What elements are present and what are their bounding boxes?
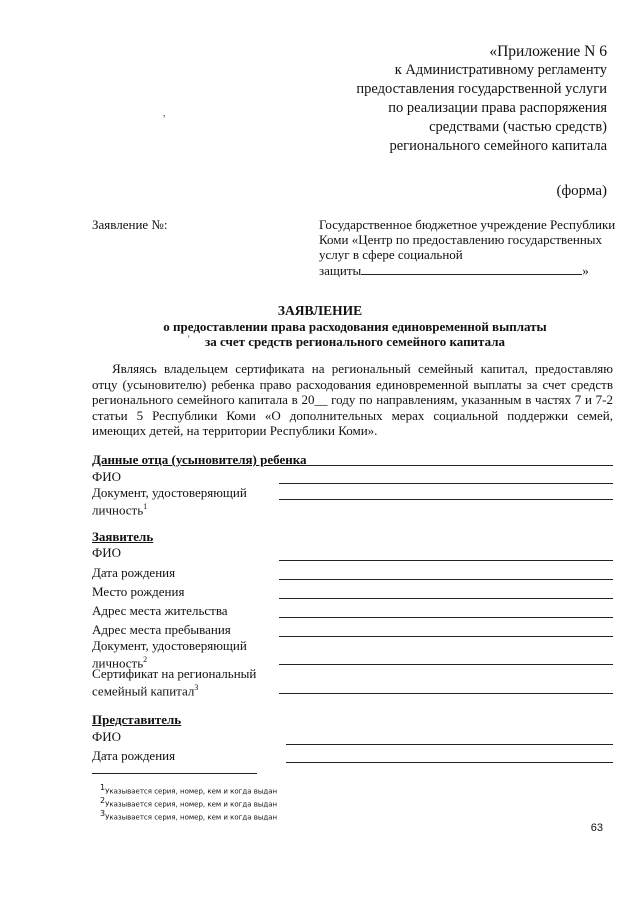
representative-fio-label: ФИО	[92, 729, 122, 744]
father-fio-field[interactable]	[279, 483, 613, 484]
applicant-certificate-text: Сертификат на региональный семейный капитал	[92, 666, 257, 699]
footnote-text: Указывается серия, номер, кем и когда выдан	[105, 813, 278, 822]
document-subtitle	[0, 319, 640, 349]
appendix-line: «Приложение N 6	[489, 43, 607, 60]
document-title: ЗАЯВЛЕНИЕ	[277, 303, 363, 318]
addressee-line: услуг в сфере социальной	[319, 247, 463, 262]
intro-paragraph: Являясь владельцем сертификата на региональный семейный капитал, предоставляю отцу (усыновителю) ребенка право расходования единовременной выплаты за счет средств регионального семейного капитала в 20__ году по направлениям, указанным в частях 7 и 7-2 статьи 5 Республики Коми «О дополнительных мерах социальной поддержки семей, имеющих детей, на территории Республики Коми».	[92, 361, 613, 438]
addressee-block	[319, 217, 619, 278]
father-fio-label: ФИО	[92, 469, 122, 484]
footnote-ref: 2	[143, 655, 148, 664]
applicant-stay-field[interactable]	[279, 636, 613, 637]
applicant-fio-label: ФИО	[92, 545, 122, 560]
applicant-stay-label: Адрес места пребывания	[92, 622, 231, 637]
footnote-number: 2	[100, 796, 106, 805]
addressee-line: Государственное бюджетное учреждение Республики	[319, 217, 616, 232]
page-number: 63	[590, 822, 603, 834]
applicant-certificate-label	[92, 667, 272, 698]
applicant-residence-field[interactable]	[279, 617, 613, 618]
footnote	[100, 809, 277, 821]
scan-mark: ,	[163, 108, 166, 118]
representative-birth-date-label: Дата рождения	[92, 748, 176, 763]
applicant-birth-place-label: Место рождения	[92, 584, 185, 599]
subtitle-line: о предоставлении права расходования единовременной выплаты	[163, 319, 547, 334]
form-label: (форма)	[556, 183, 607, 199]
footnote-separator	[92, 773, 257, 774]
appendix-line: регионального семейного капитала	[389, 138, 607, 154]
representative-fio-field[interactable]	[286, 744, 613, 745]
father-document-label	[92, 486, 262, 517]
section-title-applicant: Заявитель	[92, 529, 154, 544]
father-document-field[interactable]	[279, 499, 613, 500]
appendix-line: предоставления государственной услуги	[356, 81, 607, 97]
applicant-document-field[interactable]	[279, 664, 613, 665]
footnote	[100, 783, 277, 795]
addressee-line: Коми «Центр по предоставлению государственных	[319, 232, 603, 247]
footnote-text: Указывается серия, номер, кем и когда выдан	[105, 800, 278, 809]
section-title-representative: Представитель	[92, 712, 182, 727]
application-number-label: Заявление №:	[92, 217, 168, 232]
addressee-prefix: защиты	[319, 263, 362, 278]
addressee-blank[interactable]	[361, 262, 582, 275]
scan-mark: '	[188, 334, 190, 344]
subtitle-line: за счет средств регионального семейного капитала	[205, 334, 505, 349]
applicant-birth-date-field[interactable]	[279, 579, 613, 580]
applicant-residence-label: Адрес места жительства	[92, 603, 228, 618]
footnote-ref: 1	[143, 502, 148, 511]
representative-birth-date-field[interactable]	[286, 762, 613, 763]
father-document-text: Документ, удостоверяющий личность	[92, 485, 247, 518]
addressee-line	[319, 262, 619, 278]
addressee-suffix: »	[582, 263, 589, 278]
applicant-birth-place-field[interactable]	[279, 598, 613, 599]
footnote-number: 1	[100, 783, 106, 792]
appendix-line: к Административному регламенту	[394, 62, 607, 78]
applicant-birth-date-label: Дата рождения	[92, 565, 176, 580]
footnote	[100, 796, 277, 808]
footnote-number: 3	[100, 809, 106, 818]
appendix-header	[356, 42, 607, 156]
footnote-text: Указывается серия, номер, кем и когда выдан	[105, 787, 278, 796]
footnote-ref: 3	[194, 683, 199, 692]
applicant-certificate-field[interactable]	[279, 693, 613, 694]
applicant-document-text: Документ, удостоверяющий личность	[92, 638, 247, 671]
appendix-line: средствами (частью средств)	[429, 119, 607, 135]
appendix-line: по реализации права распоряжения	[388, 100, 607, 116]
section-rule	[305, 465, 613, 466]
applicant-fio-field[interactable]	[279, 560, 613, 561]
section-title-father: Данные отца (усыновителя) ребенка	[92, 452, 307, 467]
